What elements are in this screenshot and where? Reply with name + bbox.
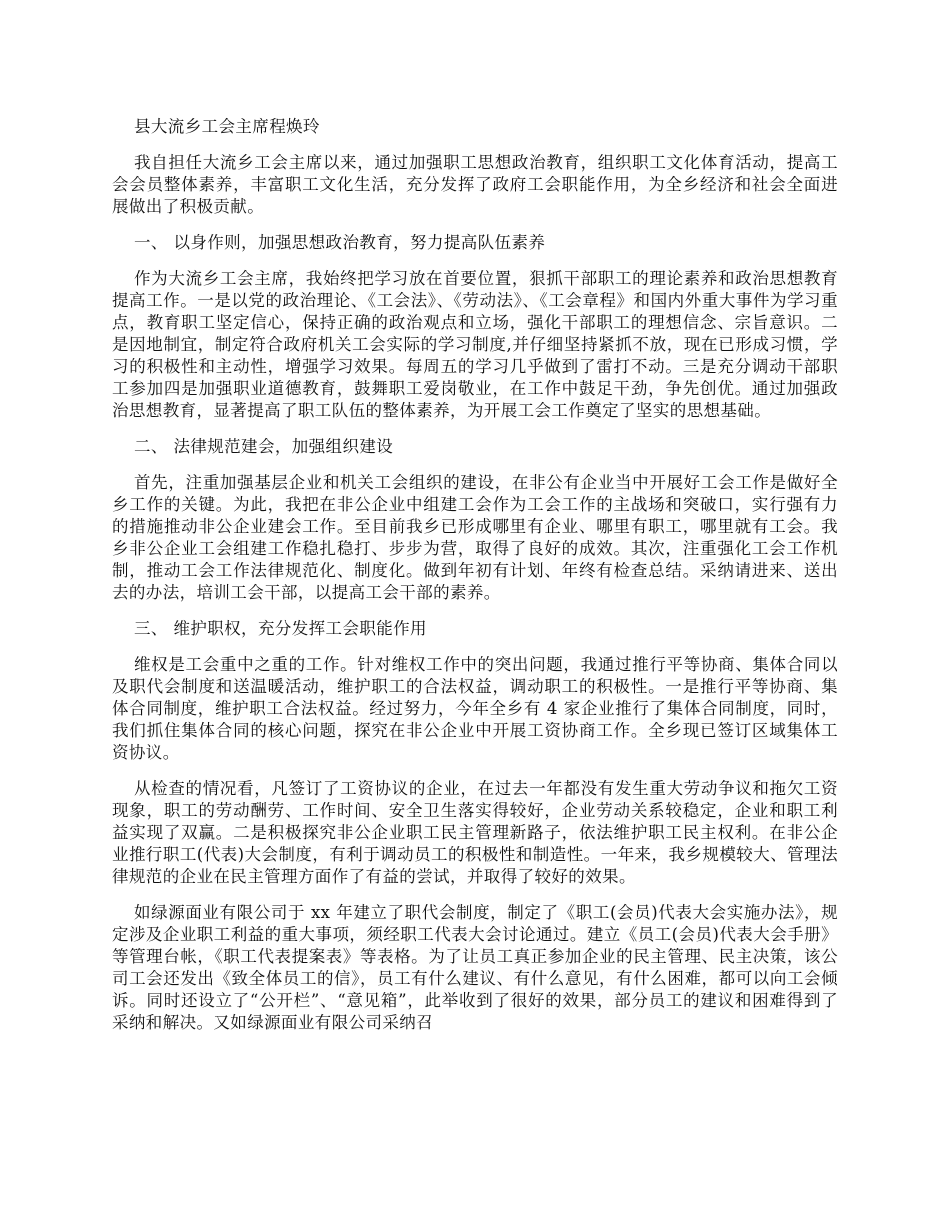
section-1-paragraph: 作为大流乡工会主席，我始终把学习放在首要位置，狠抓干部职工的理论素养和政治思想教育提高工作。一是以党的政治理论、《工会法》、《劳动法》、《工会章程》和国内外重大事件为学习重点，教育职工坚定信心，保持正确的政治观点和立场，强化干部职工的理想信念、宗旨意识。二是因地制宜，制定符合政府机关工会实际的学习制度,并仔细坚持紧抓不放，现在已形成习惯，学习的积极性和主动性，增强学习效果。每周五的学习几乎做到了雷打不动。三是充分调动干部职工参加四是加强职业道德教育，鼓舞职工爱岗敬业，在工作中鼓足干劲，争先创优。通过加强政治思想教育，显著提高了职工队伍的整体素养，为开展工会工作奠定了坚实的思想基础。 (112, 269, 838, 420)
section-3-paragraph-3: 如绿源面业有限公司于 xx 年建立了职代会制度，制定了《职工(会员)代表大会实施办法》，规定涉及企业职工利益的重大事项，须经职工代表大会讨论通过。建立《员工(会员)代表大会手册》等管理台帐，《职工代表提案表》等表格。为了让员工真正参加企业的民主管理、民主决策，该公司工会还发出《致全体员工的信》，员工有什么建议、有什么意见，有什么困难，都可以向工会倾诉。同时还设立了“公开栏”、“意见箱”，此举收到了很好的效果，部分员工的建议和困难得到了采纳和解决。又如绿源面业有限公司采纳召 (112, 903, 838, 1032)
section-heading-3: 三、 维护职权，充分发挥工会职能作用 (134, 619, 427, 638)
document-title: 县大流乡工会主席程焕玲 (134, 117, 320, 136)
section-2-paragraph: 首先，注重加强基层企业和机关工会组织的建设，在非公有企业当中开展好工会工作是做好全乡工作的关键。为此，我把在非公企业中组建工会作为工会工作的主战场和突破口，实行强有力的措施推动非公企业建会工作。至目前我乡已形成哪里有企业、哪里有职工，哪里就有工会。我乡非公企业工会组建工作稳扎稳打、步步为营，取得了良好的成效。其次，注重强化工会工作机制，推动工会工作法律规范化、制度化。做到年初有计划、年终有检查总结。采纳请进来、送出去的办法，培训工会干部，以提高工会干部的素养。 (112, 473, 838, 602)
document-page (112, 116, 838, 1048)
section-3-paragraph-2: 从检查的情况看，凡签订了工资协议的企业，在过去一年都没有发生重大劳动争议和拖欠工资现象，职工的劳动酬劳、工作时间、安全卫生落实得较好，企业劳动关系较稳定，企业和职工利益实现了双赢。二是积极探究非公企业职工民主管理新路子，依法维护职工民主权利。在非公企业推行职工(代表)大会制度，有利于调动员工的积极性和制造性。一年来，我乡规模较大、管理法律规范的企业在民主管理方面作了有益的尝试，并取得了较好的效果。 (112, 779, 838, 886)
section-heading-1: 一、 以身作则，加强思想政治教育，努力提高队伍素养 (134, 233, 546, 252)
section-heading-2: 二、 法律规范建会，加强组织建设 (134, 437, 394, 456)
section-3-paragraph-1: 维权是工会重中之重的工作。针对维权工作中的突出问题，我通过推行平等协商、集体合同以及职代会制度和送温暖活动，维护职工的合法权益，调动职工的积极性。一是推行平等协商、集体合同制度，维护职工合法权益。经过努力，今年全乡有 4 家企业推行了集体合同制度，同时，我们抓住集体合同的核心问题，探究在非公企业中开展工资协商工作。全乡现已签订区域集体工资协议。 (112, 655, 838, 762)
intro-paragraph: 我自担任大流乡工会主席以来，通过加强职工思想政治教育，组织职工文化体育活动，提高工会会员整体素养，丰富职工文化生活，充分发挥了政府工会职能作用，为全乡经济和社会全面进展做出了积极贡献。 (112, 153, 838, 216)
